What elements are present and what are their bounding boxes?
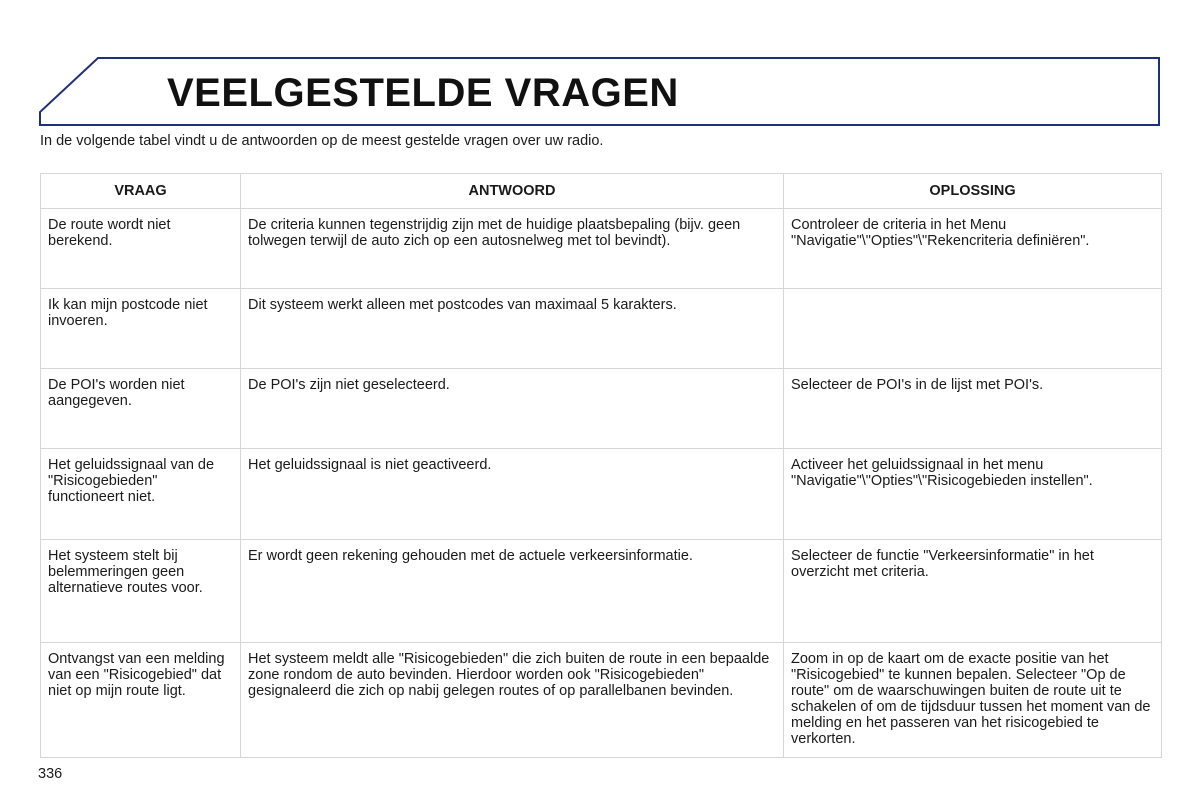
cell-text: Ik kan mijn postcode niet invoeren.	[48, 297, 208, 329]
table-row	[41, 449, 1162, 540]
header-vraag: VRAAG	[41, 174, 241, 209]
table-row	[41, 540, 1162, 643]
cell-text: De route wordt niet berekend.	[48, 217, 171, 249]
cell-vraag	[41, 209, 241, 289]
cell-text: De criteria kunnen tegenstrijdig zijn met de huidige plaatsbepaling (bijv. geen tolwegen terwijl de auto zich op een autosnelweg met tol bevindt).	[248, 217, 741, 249]
cell-antwoord	[241, 449, 784, 540]
cell-text: Ontvangst van een melding van een "Risicogebied" dat niet op mijn route ligt.	[48, 651, 225, 699]
table-row	[41, 289, 1162, 369]
header-oplossing: OPLOSSING	[784, 174, 1162, 209]
table-row	[41, 369, 1162, 449]
cell-text: De POI's zijn niet geselecteerd.	[248, 377, 450, 393]
cell-antwoord	[241, 643, 784, 758]
cell-oplossing	[784, 289, 1162, 369]
table-header-row	[41, 174, 1162, 209]
faq-table	[40, 173, 1162, 758]
cell-text: Dit systeem werkt alleen met postcodes van maximaal 5 karakters.	[248, 297, 677, 313]
cell-text: Er wordt geen rekening gehouden met de actuele verkeersinformatie.	[248, 548, 693, 564]
cell-text: Selecteer de functie "Verkeersinformatie" in het overzicht met criteria.	[791, 548, 1094, 580]
cell-vraag	[41, 289, 241, 369]
cell-text: Zoom in op de kaart om de exacte positie van het "Risicogebied" te kunnen bepalen. Selecteer "Op de route" om de waarschuwingen buiten de route uit te schakelen of om de tijdsduur tussen het moment van de melding en het passeren van het risicogebied te verkorten.	[791, 651, 1151, 747]
cell-text: Het systeem meldt alle "Risicogebieden" die zich buiten de route in een bepaalde zone rondom de auto bevinden. Hierdoor worden ook "Risicogebieden" gesignaleerd die zich op nabij gelegen routes of op parallelbanen bevinden.	[248, 651, 770, 699]
cell-oplossing	[784, 540, 1162, 643]
cell-oplossing	[784, 209, 1162, 289]
cell-text: Het systeem stelt bij belemmeringen geen alternatieve routes voor.	[48, 548, 203, 596]
table-row	[41, 643, 1162, 758]
intro-text: In de volgende tabel vindt u de antwoorden op de meest gestelde vragen over uw radio.	[40, 133, 604, 149]
cell-text: Controleer de criteria in het Menu "Navigatie"\"Opties"\"Rekencriteria definiëren".	[791, 217, 1090, 249]
cell-text	[791, 289, 1154, 303]
page-number: 336	[38, 766, 63, 782]
header-antwoord: ANTWOORD	[241, 174, 784, 209]
cell-vraag	[41, 369, 241, 449]
cell-vraag	[41, 449, 241, 540]
cell-antwoord	[241, 289, 784, 369]
cell-text: Selecteer de POI's in de lijst met POI's.	[791, 377, 1044, 393]
cell-oplossing	[784, 369, 1162, 449]
cell-vraag	[41, 540, 241, 643]
page-title: VEELGESTELDE VRAGEN	[167, 71, 679, 115]
cell-text: Het geluidssignaal van de "Risicogebieden" functioneert niet.	[48, 457, 215, 505]
cell-antwoord	[241, 209, 784, 289]
cell-oplossing	[784, 643, 1162, 758]
cell-text: Activeer het geluidssignaal in het menu "Navigatie"\"Opties"\"Risicogebieden instellen".	[791, 457, 1093, 489]
cell-text: Het geluidssignaal is niet geactiveerd.	[248, 457, 492, 473]
cell-text: De POI's worden niet aangegeven.	[48, 377, 185, 409]
cell-vraag	[41, 643, 241, 758]
cell-antwoord	[241, 369, 784, 449]
cell-antwoord	[241, 540, 784, 643]
table-row	[41, 209, 1162, 289]
cell-oplossing	[784, 449, 1162, 540]
